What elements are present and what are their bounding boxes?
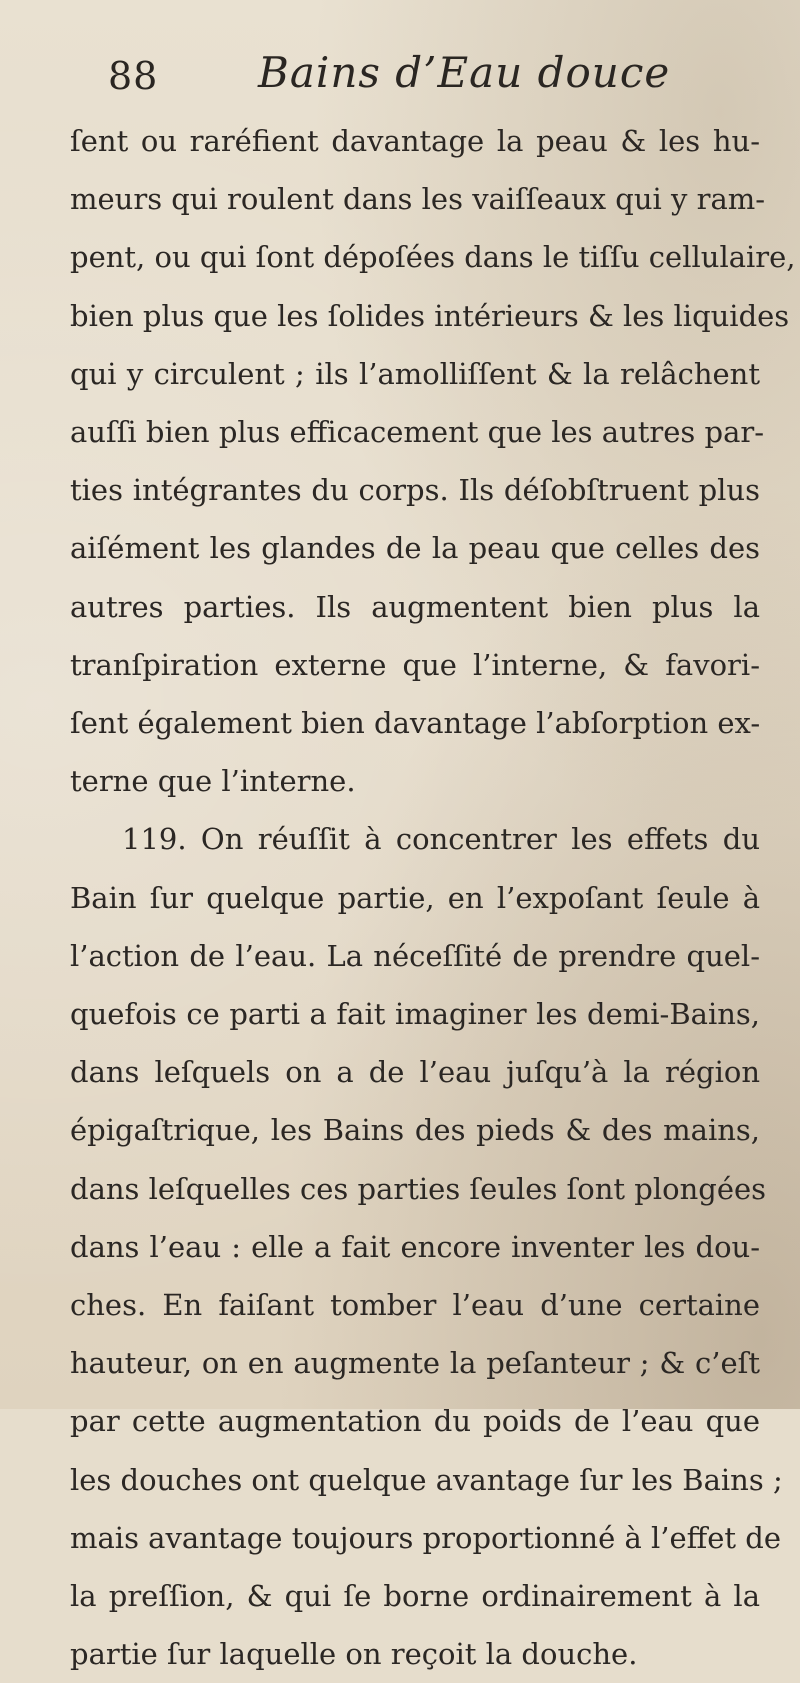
text-line: terne que l’interne. [70, 764, 356, 799]
text-line: dans l’eau : elle a fait encore inventer les dou- [70, 1229, 760, 1264]
text-line: autres parties. Ils augmentent bien plus la [70, 589, 760, 624]
text-line: par cette augmentation du poids de l’eau que [70, 1404, 760, 1439]
text-line: bien plus que les ſolides intérieurs & les liquides [70, 298, 790, 333]
text-line: dans leſquelles ces parties ſeules ſont plongées [70, 1171, 767, 1206]
text-line: épigaſtrique, les Bains des pieds & des mains, [70, 1113, 760, 1148]
text-line: les douches ont quelque avantage ſur les Bains ; [70, 1462, 783, 1497]
running-head: Bains d’Eau douce [258, 48, 671, 97]
text-line: dans leſquels on a de l’eau juſqu’à la région [70, 1055, 760, 1090]
text-line: ties intégrantes du corps. Ils déſobſtruent plus [70, 473, 760, 508]
text-line: Bain ſur quelque partie, en l’expoſant ſeule à [70, 880, 760, 915]
page-header [108, 48, 740, 108]
text-line: l’action de l’eau. La néceſſité de prendre quel- [70, 938, 760, 973]
text-line: hauteur, on en augmente la peſanteur ; & c’eſt [70, 1346, 760, 1381]
text-line: ſent ou raréfient davantage la peau & les hu- [70, 124, 760, 158]
text-line: la preſſion, & qui ſe borne ordinairement à la [70, 1579, 760, 1614]
text-line: mais avantage toujours proportionné à l’effet de [70, 1520, 781, 1555]
body-text [70, 112, 796, 1683]
text-line: qui y circulent ; ils l’amolliſſent & la relâchent [70, 356, 760, 391]
text-line: 119. On réuſſit à concentrer les effets du [122, 822, 760, 857]
text-line: meurs qui roulent dans les vaiſſeaux qui y ram- [70, 182, 766, 217]
text-line: aiſément les glandes de la peau que celles des [70, 531, 760, 566]
paragraph-1 [70, 112, 796, 810]
page-number: 88 [108, 54, 159, 98]
text-line: ſent également bien davantage l’abſorption ex- [70, 706, 761, 741]
text-line: tranſpiration externe que l’interne, & favori- [70, 647, 760, 682]
text-line: pent, ou qui ſont dépoſées dans le tiſſu cellulaire, [70, 240, 796, 275]
text-line: quefois ce parti a fait imaginer les demi-Bains, [70, 997, 760, 1032]
text-line: ches. En faiſant tomber l’eau d’une certaine [70, 1288, 760, 1323]
text-line: partie ſur laquelle on reçoit la douche. [70, 1637, 638, 1672]
paragraph-2 [70, 810, 783, 1683]
text-line: auſſi bien plus efficacement que les autres par- [70, 415, 765, 450]
